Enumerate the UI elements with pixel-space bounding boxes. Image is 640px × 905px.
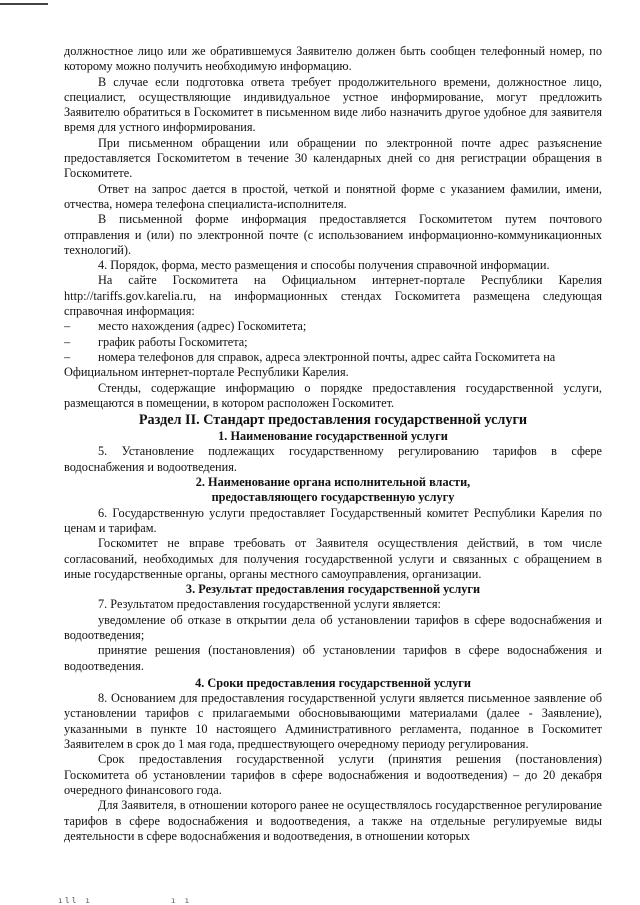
list-item: – место нахождения (адрес) Госкомитета; — [64, 319, 307, 334]
paragraph-stands: Стенды, содержащие информацию о порядке предоставления государственной услуги, размещаются в помещении, в котором расположен Госкомитет. — [64, 380, 602, 410]
paragraph-website: На сайте Госкомитета на Официальном интернет-портале Республики Карелия http://tariffs.gov.karelia.ru, на информационных стендах Госкомитета размещена следующая справочная информация: — [64, 273, 602, 319]
subsection-title-2-line2: предоставляющего государственную услугу — [211, 490, 455, 505]
scan-mark: ıll ı — [58, 896, 93, 905]
list-item: – номера телефонов для справок, адреса электронной почты, адрес сайта Госкомитета на — [64, 349, 556, 364]
top-edge-rule — [0, 3, 48, 5]
info-list — [64, 319, 602, 380]
paragraph-long-preparation: В случае если подготовка ответа требует продолжительного времени, должностное лицо, специалист, осуществляющие индивидуальное устное информирование, могут предложить Заявителю обратиться в Госкомитет в письменном виде либо назначить другое удобное для заявителя время для устного информирования. — [64, 74, 602, 135]
paragraph-6: 6. Государственную услуги предоставляет Государственный комитет Республики Карелия по ценам и тарифам. — [64, 505, 602, 535]
paragraph-continuation: должностное лицо или же обратившемуся Заявителю должен быть сообщен телефонный номер, по которому можно получить необходимую информацию. — [64, 44, 602, 74]
list-dash: – — [64, 349, 71, 364]
paragraph-written-info: В письменной форме информация предоставляется Госкомитетом путем почтового отправления и (или) по электронной почте (с использованием информационно-коммуникационных технологий). — [64, 212, 602, 257]
paragraph-8c: Для Заявителя, в отношении которого ранее не осуществлялось государственное регулирование тарифов в сфере водоснабжения и водоотведения, а также на отдельные регулируемые виды деятельности в сфере водоснабжения и водоотведения, в отношении которых — [64, 798, 602, 843]
subsection-title-2-line1: 2. Наименование органа исполнительной власти, — [195, 475, 471, 490]
subsection-title-3: 3. Результат предоставления государственной услуги — [185, 582, 481, 597]
paragraph-6b: Госкомитет не вправе требовать от Заявителя осуществления действий, в том числе согласований, необходимых для получения государственной услуги и связанных с обращением в иные государственные органы, органы местного самоуправления, организации. — [64, 536, 602, 581]
paragraph-answer-form: Ответ на запрос дается в простой, четкой и понятной форме с указанием фамилии, имени, отчества, номера телефона специалиста-исполнителя. — [64, 181, 602, 211]
list-dash: – — [64, 319, 71, 334]
paragraph-written-request: При письменном обращении или обращении по электронной почте адрес разъяснение предоставляется Госкомитетом в течение 30 календарных дней со дня регистрации обращения в Госкомитете. — [64, 135, 602, 181]
paragraph-item-4: 4. Порядок, форма, место размещения и способы получения справочной информации. — [98, 258, 550, 273]
paragraph-5: 5. Установление подлежащих государственному регулированию тарифов в сфере водоснабжения и водоотведения. — [64, 444, 602, 474]
subsection-title-1: 1. Наименование государственной услуги — [218, 429, 448, 444]
section-title: Раздел II. Стандарт предоставления государственной услуги — [138, 412, 528, 429]
scan-mark: ı ı — [170, 896, 192, 905]
paragraph-8b: Срок предоставления государственной услуги (принятия решения (постановления) Госкомитета об установлении тарифов в сфере водоснабжения и водоотведения) – до 20 декабря очередного финансового года. — [64, 752, 602, 797]
list-item-continuation: Официальном интернет-портале Республики Карелия. — [64, 365, 349, 380]
paragraph-7b: принятие решения (постановления) об установлении тарифов в сфере водоснабжения и водоотведения. — [64, 643, 602, 673]
paragraph-8: 8. Основанием для предоставления государственной услуги является письменное заявление об установлении тарифов с прилагаемыми обосновывающими материалами (далее - Заявление), указанными в пункте 10 настоящего Административного регламента, поданное в Госкомитет Заявителем в срок до 1 мая года, предшествующего очередному периоду регулирования. — [64, 691, 602, 752]
list-dash: – — [64, 334, 71, 349]
paragraph-7: 7. Результатом предоставления государственной услуги является: — [98, 597, 441, 612]
document-page — [64, 44, 602, 844]
paragraph-7a: уведомление об отказе в открытии дела об установлении тарифов в сфере водоснабжения и водоотведения; — [64, 612, 602, 642]
list-item: – график работы Госкомитета; — [64, 334, 248, 349]
scan-footer-marks — [58, 896, 263, 905]
subsection-title-4: 4. Сроки предоставления государственной услуги — [195, 675, 471, 690]
